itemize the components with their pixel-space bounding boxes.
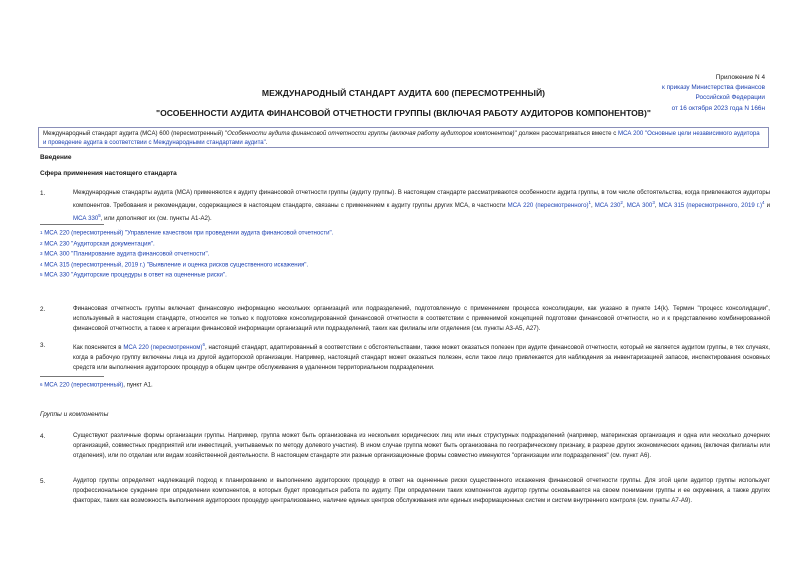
isa300-link[interactable]: МСА 300 bbox=[626, 202, 653, 210]
footnote-link[interactable]: МСА 330 "Аудиторские процедуры в ответ на оцененные риски". bbox=[44, 272, 227, 280]
isa200-link[interactable]: МСА 200 "Основные цели независимого аудитора и проведение аудита в соответствии с Международными стандартами аудита" bbox=[43, 130, 760, 146]
footnote-mark: 5 bbox=[40, 272, 43, 278]
footnote-item bbox=[40, 249, 333, 260]
heading-scope: Сфера применения настоящего стандарта bbox=[40, 170, 177, 177]
paragraph-number: 4. bbox=[40, 433, 46, 440]
footnote-mark: 4 bbox=[40, 261, 43, 267]
p1-sep: и bbox=[764, 202, 770, 210]
footnote-link[interactable]: МСА 230 "Аудиторская документация". bbox=[44, 240, 155, 248]
footnote-link[interactable]: МСА 315 (пересмотренный, 2019 г.) "Выявление и оценка рисков существенного искажения". bbox=[44, 261, 309, 269]
footnote-ref-5[interactable]: 5 bbox=[98, 213, 101, 219]
annex-ministry-link[interactable]: Российской Федерации bbox=[695, 94, 765, 102]
annex-date-link[interactable]: от 16 октября 2023 года N 166н bbox=[671, 104, 765, 112]
isa220-link[interactable]: МСА 220 (пересмотренный) bbox=[44, 381, 124, 389]
p1-sep: , bbox=[591, 202, 595, 210]
intro-italic-title: Особенности аудита финансовой отчетности группы (включая работу аудиторов компонентов) bbox=[227, 130, 515, 137]
intro-text-2: " должен рассматриваться вместе с bbox=[514, 130, 619, 137]
isa330-link[interactable]: МСА 330 bbox=[73, 215, 99, 223]
footnote-item bbox=[40, 260, 333, 271]
isa220-link[interactable]: МСА 220 (пересмотренного) bbox=[507, 202, 589, 210]
footnote-mark: 1 bbox=[40, 230, 43, 235]
paragraph-1 bbox=[73, 188, 770, 224]
annex-order-link[interactable]: к приказу Министерства финансов bbox=[662, 84, 765, 92]
p1-sep: , bbox=[622, 202, 627, 210]
paragraph-2: Финансовая отчетность группы включает финансовую информацию нескольких организаций или подразделений, подготовленную с применением процесса консолидации, как указано в пункте 14(k). Термин "процесс консолидации", используемый в настоящем стандарте, относится не только к подготовке консолидированной финансовой отчетности в соответствии с применимой концепцией подготовки финансовой отчетности, но и к представлению комбинированной финансовой отчетности, а также к агрегации финансовой информации организаций или подразделений, таких как филиалы или отделения (см. пункты А3-А5, А27). bbox=[73, 305, 770, 333]
footnote-ref-1[interactable]: 1 bbox=[588, 200, 592, 206]
paragraph-number: 2. bbox=[40, 306, 46, 313]
paragraph-number: 3. bbox=[40, 342, 46, 349]
p1-text-1: Международные стандарты аудита (МСА) применяются к аудиту финансовой отчетности группы (аудиту группы). В настоящем стандарте рассматриваются особенности аудита группы, в том числе обстоятельства, когда привлекаются аудиторы компонентов. Требования и рекомендации, содержащиеся в настоящем стандарте, связаны с применением к аудиту группы других МСА, в частности bbox=[73, 189, 770, 210]
intro-text-3: . bbox=[265, 139, 268, 146]
footnote-divider bbox=[40, 224, 104, 225]
footnote-ref-4[interactable]: 4 bbox=[762, 200, 765, 206]
footnote-mark: 6 bbox=[40, 382, 43, 387]
paragraph-number: 1. bbox=[40, 190, 46, 197]
isa220-link[interactable]: МСА 220 (пересмотренном) bbox=[123, 344, 203, 352]
footnote-ref-2[interactable]: 2 bbox=[620, 200, 623, 206]
p1-text-2: , или дополняют их (см. пункты А1-А2). bbox=[100, 215, 212, 223]
footnote-item bbox=[40, 239, 333, 250]
footnote-text: , пункт А1. bbox=[123, 381, 153, 389]
intro-text-1: Международный стандарт аудита (МСА) 600 (пересмотренный) " bbox=[43, 130, 228, 137]
footnote-item bbox=[40, 270, 333, 281]
paragraph-4: Существуют различные формы организации группы. Например, группа может быть организована из нескольких юридических лиц или иных структурных подразделений (например, материнская организация и одна или несколько дочерних организаций, совместных предприятий или инвестиций, учитываемых по методу долевого участия). В ином случае группа может быть организована по географическому признаку, в разрезе других экономических единиц (включая филиалы или отделения), или по отделам или видам хозяйственной деятельности. В настоящем стандарте эти разные организационные формы совместно именуются "организации или подразделения" (см. пункт А6). bbox=[73, 432, 770, 460]
footnote-link[interactable]: МСА 300 "Планирование аудита финансовой отчетности". bbox=[44, 250, 210, 258]
p3-text-1: Как поясняется в bbox=[73, 344, 124, 352]
p3-text-2: , настоящий стандарт, адаптированный в соответствии с обстоятельствами, также может оказаться полезен при аудите финансовой отчетности, который не является аудитом группы, в тех случаях, когда в рабочую группу включены лица из другой аудиторской организации. Например, настоящий стандарт может оказаться полезен, если такое лицо привлекается для наблюдения за инвентаризацией запасов, инспектирования основных средств или выполнения аудиторских процедур в общем центре обслуживания в удаленном территориальном подразделении. bbox=[73, 344, 770, 372]
heading-groups: Группы и компоненты bbox=[40, 411, 109, 418]
p1-sep: , bbox=[654, 202, 659, 210]
paragraph-3 bbox=[73, 340, 770, 373]
document-subtitle: "ОСОБЕННОСТИ АУДИТА ФИНАНСОВОЙ ОТЧЕТНОСТИ ГРУППЫ (ВКЛЮЧАЯ РАБОТУ АУДИТОРОВ КОМПОНЕНТОВ)" bbox=[156, 108, 651, 118]
intro-box bbox=[38, 127, 769, 148]
isa315-link[interactable]: МСА 315 (пересмотренного, 2019 г.) bbox=[658, 202, 762, 210]
heading-introduction: Введение bbox=[40, 154, 72, 161]
footnote-mark: 2 bbox=[40, 240, 43, 246]
document-title: МЕЖДУНАРОДНЫЙ СТАНДАРТ АУДИТА 600 (ПЕРЕСМОТРЕННЫЙ) bbox=[261, 88, 546, 98]
footnote-ref-6[interactable]: 6 bbox=[202, 342, 205, 347]
annex-title: Приложение N 4 bbox=[715, 74, 765, 81]
footnote-ref-3[interactable]: 3 bbox=[652, 200, 655, 206]
isa230-link[interactable]: МСА 230 bbox=[594, 202, 621, 210]
footnote-6 bbox=[40, 380, 153, 391]
footnote-mark: 3 bbox=[40, 251, 43, 257]
footnote-link[interactable]: МСА 220 (пересмотренный) "Управление качеством при проведении аудита финансовой отчетности". bbox=[44, 229, 334, 237]
paragraph-5: Аудитор группы определяет надлежащий подход к планированию и выполнению аудиторских процедур в ответ на оцененные риски существенного искажения финансовой отчетности группы. Для этой цели аудитор группы использует профессиональное суждение при определении компонентов, в которых будет проводиться работа по аудиту. При определении таких компонентов аудитор группы основывается на своем понимании группы и ее окружения, а также других факторах, таких как возможность выполнения аудиторских процедур централизованно, наличие единых центров обслуживания или единых информационных систем и систем внутреннего контроля (см. пункты А7-А9). bbox=[73, 477, 770, 505]
paragraph-number: 5. bbox=[40, 478, 46, 485]
footnote-item bbox=[40, 228, 333, 239]
footnote-list-1 bbox=[40, 228, 333, 281]
footnote-divider bbox=[40, 376, 104, 377]
